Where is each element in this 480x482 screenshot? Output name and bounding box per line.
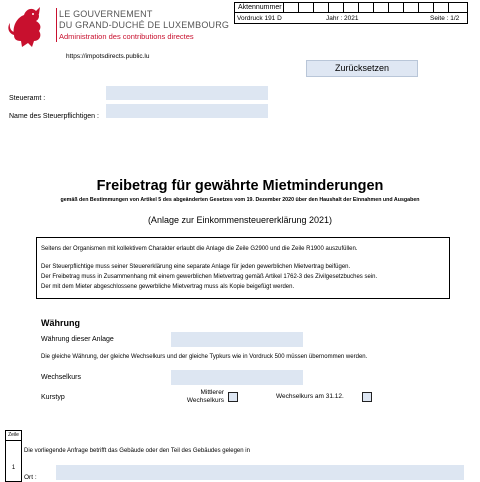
aktennummer-digit-box[interactable] xyxy=(313,2,324,13)
average-rate-checkbox[interactable] xyxy=(228,392,238,402)
location-label: Ort : xyxy=(24,474,37,481)
aktennummer-digit-box[interactable] xyxy=(448,2,459,13)
exchange-rate-label: Wechselkurs xyxy=(41,374,81,381)
website-url: https://impotsdirects.public.lu xyxy=(66,53,150,60)
aktennummer-digit-box[interactable] xyxy=(433,2,444,13)
aktennummer-digit-box[interactable] xyxy=(388,2,399,13)
reset-button[interactable]: Zurücksetzen xyxy=(306,60,418,77)
aktennummer-digit-box[interactable] xyxy=(373,2,384,13)
vordruck-number: Vordruck 191 D xyxy=(237,15,282,22)
steueramt-label: Steueramt : xyxy=(9,95,46,102)
average-rate-label-line1: Mittlerer xyxy=(200,389,224,396)
form-title: Freibetrag für gewährte Mietminderungen xyxy=(96,178,384,194)
info-line: Der Freibetrag muss in Zusammenhang mit einem gewerblichen Mietvertrag gemäß Artikel 1762-3 des Zivilgesetzbuches sein. xyxy=(41,274,378,280)
line-number-header: Zeile xyxy=(8,432,19,438)
currency-heading: Währung xyxy=(41,318,80,328)
taxpayer-name-field[interactable] xyxy=(106,104,268,118)
aktennummer-digit-box[interactable] xyxy=(358,2,369,13)
logo-divider xyxy=(56,8,57,42)
gov-line-2: DU GRAND-DUCHÉ DE LUXEMBOURG xyxy=(59,20,230,30)
info-line: Seitens der Organismen mit kollektivem Charakter erlaubt die Anlage die Zeile G2900 und die Zeile R1900 auszufüllen. xyxy=(41,246,358,252)
gov-line-1: LE GOUVERNEMENT xyxy=(59,9,153,19)
year-end-rate-label: Wechselkurs am 31.12. xyxy=(276,393,344,400)
steueramt-field[interactable] xyxy=(106,86,268,100)
info-line: Der Steuerpflichtige muss seiner Steuererklärung eine separate Anlage für jeden gewerblichen Mietvertrag beifügen. xyxy=(41,264,351,270)
tax-year: Jahr : 2021 xyxy=(326,15,359,22)
average-rate-label-line2: Wechselkurs xyxy=(186,397,224,404)
aktennummer-label: Aktennummer xyxy=(238,4,282,11)
administration-name: Administration des contributions directes xyxy=(59,32,194,41)
info-line: Der mit dem Mieter abgeschlossene gewerbliche Mietvertrag muss als Kopie beigefügt werden. xyxy=(41,284,295,290)
location-field[interactable] xyxy=(56,465,464,480)
aktennummer-digit-box[interactable] xyxy=(403,2,414,13)
aktennummer-digit-box[interactable] xyxy=(418,2,429,13)
exchange-rate-field[interactable] xyxy=(171,370,303,385)
page-number: Seite : 1/2 xyxy=(430,15,460,22)
aktennummer-digit-box[interactable] xyxy=(283,2,294,13)
form-anlage-note: (Anlage zur Einkommensteuererklärung 2021) xyxy=(147,215,333,225)
building-description: Die vorliegende Anfrage betrifft das Gebäude oder den Teil des Gebäudes gelegen in xyxy=(24,448,250,454)
aktennummer-digit-box[interactable] xyxy=(298,2,309,13)
currency-note: Die gleiche Währung, der gleiche Wechselkurs und der gleiche Typkurs wie in Vordruck 500 müssen übernommen werden. xyxy=(41,354,368,360)
luxembourg-lion-logo xyxy=(6,5,48,49)
line-number-header-divider xyxy=(5,440,22,441)
currency-label: Währung dieser Anlage xyxy=(41,336,114,343)
line-number: 1 xyxy=(11,465,16,471)
currency-field[interactable] xyxy=(171,332,303,347)
aktennummer-digit-box[interactable] xyxy=(343,2,354,13)
average-rate-label xyxy=(168,389,224,405)
rate-type-label: Kurstyp xyxy=(41,394,65,401)
taxpayer-name-label: Name des Steuerpflichtigen : xyxy=(9,113,99,120)
aktennummer-digit-box[interactable] xyxy=(328,2,339,13)
form-subtitle: gemäß den Bestimmungen von Artikel 5 des abgeänderten Gesetzes vom 19. Dezember 2020 über den Haushalt der Einnahmen und Ausgaben xyxy=(60,197,420,203)
year-end-rate-checkbox[interactable] xyxy=(362,392,372,402)
